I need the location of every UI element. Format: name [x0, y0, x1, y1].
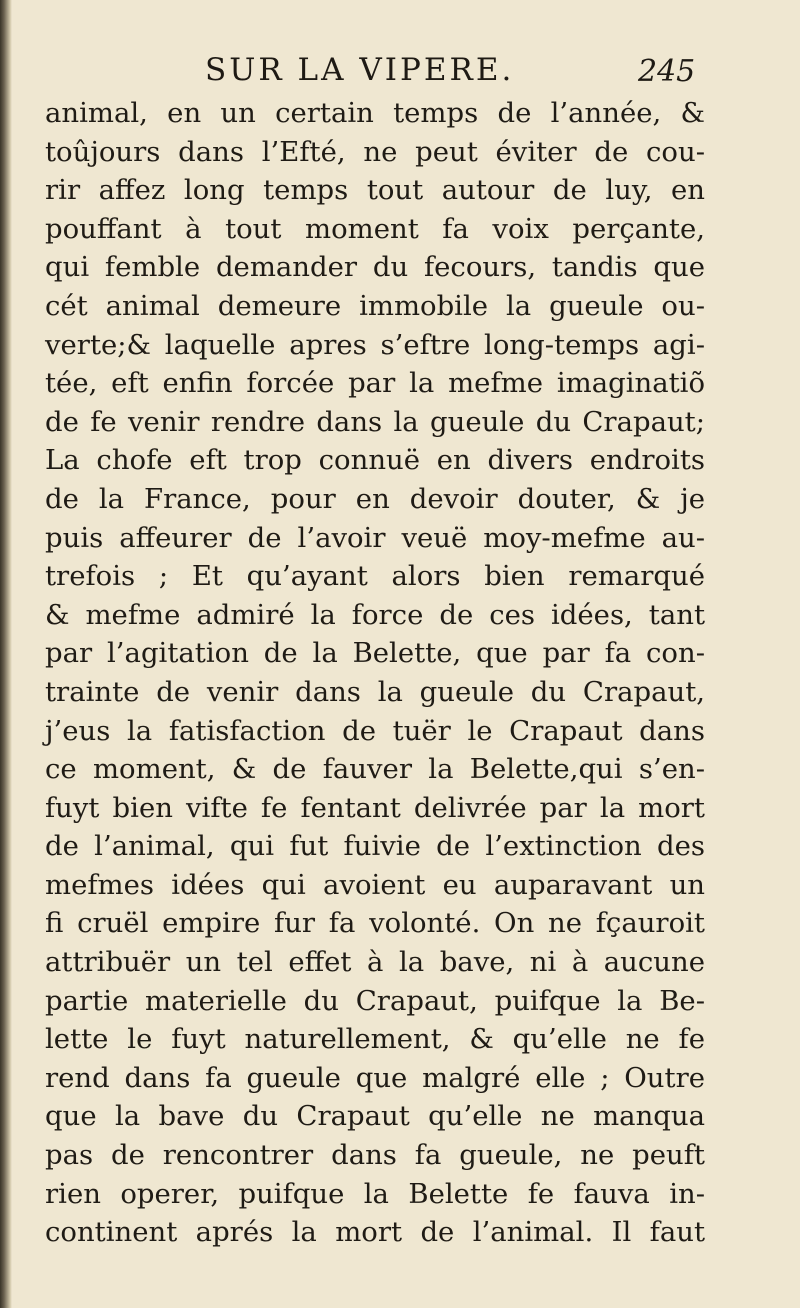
text-line: rend dans fa gueule que malgré elle ; Outre — [45, 1061, 705, 1094]
text-line: verte;& laquelle apres s’eftre long-temps agi- — [45, 328, 705, 361]
text-line: j’eus la fatisfaction de tuër le Crapaut dans — [45, 714, 705, 747]
text-line: fi cruël empire fur fa volonté. On ne fçauroit — [45, 907, 705, 940]
text-line: puis affeurer de l’avoir veuë moy-mefme au- — [45, 521, 705, 554]
text-line: ce moment, & de fauver la Belette,qui s’en- — [45, 753, 705, 786]
text-line: de fe venir rendre dans la gueule du Crapaut; — [45, 405, 705, 438]
text-line: & mefme admiré la force de ces idées, tant — [45, 598, 705, 631]
text-line: La chofe eft trop connuë en divers endroits — [45, 444, 705, 477]
text-line: tée, eft enfin forcée par la mefme imaginatiõ — [45, 367, 705, 400]
text-line: cét animal demeure immobile la gueule ou- — [45, 289, 705, 322]
text-line: rien operer, puifque la Belette fe fauva in- — [45, 1177, 705, 1210]
text-line: de l’animal, qui fut fuivie de l’extinction des — [45, 830, 705, 863]
text-line: fuyt bien vifte fe fentant delivrée par la mort — [45, 791, 705, 824]
text-line: pouffant à tout moment fa voix perçante, — [45, 212, 705, 245]
text-line: toûjours dans l’Efté, ne peut éviter de cou- — [45, 135, 705, 168]
text-line: rir affez long temps tout autour de luy, en — [45, 174, 705, 207]
text-line: qui femble demander du fecours, tandis que — [45, 251, 705, 284]
text-line: que la bave du Crapaut qu’elle ne manqua — [45, 1100, 705, 1133]
text-line: trainte de venir dans la gueule du Crapaut, — [45, 675, 705, 708]
text-line: par l’agitation de la Belette, que par fa con- — [45, 637, 705, 670]
text-line: continent aprés la mort de l’animal. Il faut — [45, 1216, 705, 1249]
text-line: lette le fuyt naturellement, & qu’elle ne fe — [45, 1023, 705, 1056]
text-line: animal, en un certain temps de l’année, & — [45, 97, 705, 129]
page-header — [0, 52, 800, 92]
text-line: mefmes idées qui avoient eu auparavant un — [45, 868, 705, 901]
body-text — [45, 94, 705, 1252]
text-line: pas de rencontrer dans fa gueule, ne peuft — [45, 1139, 705, 1172]
page-number: 245 — [638, 54, 696, 89]
text-line: trefois ; Et qu’ayant alors bien remarqué — [45, 560, 705, 593]
text-line: partie materielle du Crapaut, puifque la Be- — [45, 984, 705, 1017]
running-title: SUR LA VIPERE. — [205, 52, 515, 88]
text-line: attribuër un tel effet à la bave, ni à aucune — [45, 946, 705, 979]
page-binding-edge — [0, 0, 12, 1308]
text-line: de la France, pour en devoir douter, & je — [45, 482, 705, 515]
